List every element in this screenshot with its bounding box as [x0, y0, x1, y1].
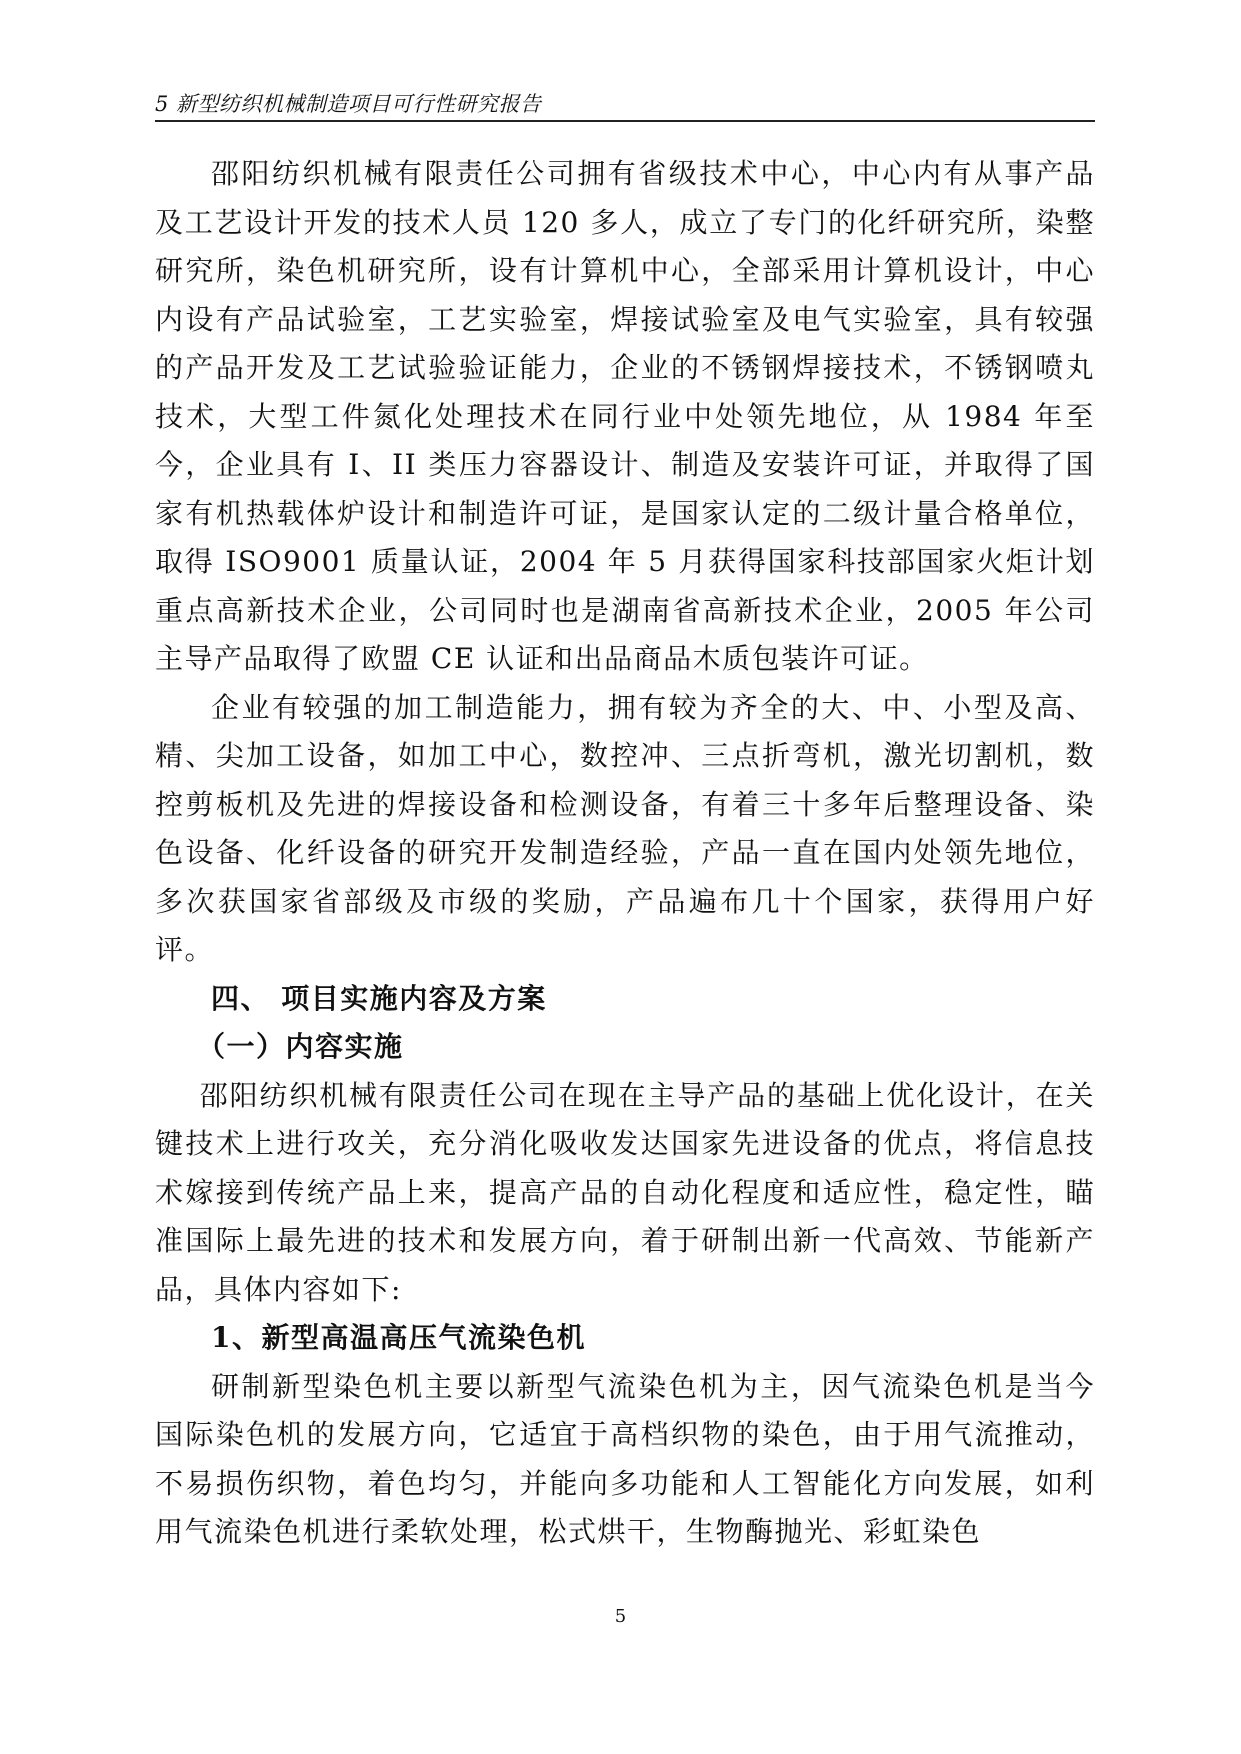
manufacturing-paragraph: 企业有较强的加工制造能力，拥有较为齐全的大、中、小型及高、精、尖加工设备，如加工中心，数控冲、三点折弯机，激光切割机，数控剪板机及先进的焊接设备和检测设备，有着三十多年后整理设备、染色设备、化纤设备的研究开发制造经验，产品一直在国内处领先地位，多次获国家省部级及市级的奖励，产品遍布几十个国家，获得用户好评。: [155, 690, 1095, 966]
page-footer: [0, 1606, 1241, 1627]
page-header: [155, 86, 1095, 122]
document-body: [155, 150, 1095, 1557]
subsection-heading: （一）内容实施: [197, 1030, 404, 1063]
item-heading: 1、新型高温高压气流染色机: [211, 1321, 586, 1354]
content-paragraph: 邵阳纺织机械有限责任公司在现在主导产品的基础上优化设计，在关键技术上进行攻关，充分消化吸收发达国家先进设备的优点，将信息技术嫁接到传统产品上来，提高产品的自动化程度和适应性，稳定性，瞄准国际上最先进的技术和发展方向，着于研制出新一代高效、节能新产品，具体内容如下:: [155, 1078, 1095, 1306]
page-number: 5: [614, 1606, 627, 1627]
item-paragraph: 研制新型染色机主要以新型气流染色机为主，因气流染色机是当今国际染色机的发展方向，它适宜于高档织物的染色，由于用气流推动，不易损伤织物，着色均匀，并能向多功能和人工智能化方向发展，如利用气流染色机进行柔软处理，松式烘干，生物酶抛光、彩虹染色: [155, 1369, 1095, 1548]
header-title: 5 新型纺织机械制造项目可行性研究报告: [155, 92, 542, 116]
section-heading: 四、 项目实施内容及方案: [211, 981, 547, 1015]
company-capability-paragraph: 邵阳纺织机械有限责任公司拥有省级技术中心，中心内有从事产品及工艺设计开发的技术人员 120 多人，成立了专门的化纤研究所，染整研究所，染色机研究所，设有计算机中心，全部采用计算机设计，中心内设有产品试验室，工艺实验室，焊接试验室及电气实验室，具有较强的产品开发及工艺试验验证能力，企业的不锈钢焊接技术，不锈钢喷丸技术，大型工件氮化处理技术在同行业中处领先地位，从 1984 年至今，企业具有 I、II 类压力容器设计、制造及安装许可证，并取得了国家有机热载体炉设计和制造许可证，是国家认定的二级计量合格单位，取得 ISO9001 质量认证，2004 年 5 月获得国家科技部国家火炬计划重点高新技术企业，公司同时也是湖南省高新技术企业，2005 年公司主导产品取得了欧盟 CE 认证和出品商品木质包装许可证。: [155, 157, 1095, 675]
